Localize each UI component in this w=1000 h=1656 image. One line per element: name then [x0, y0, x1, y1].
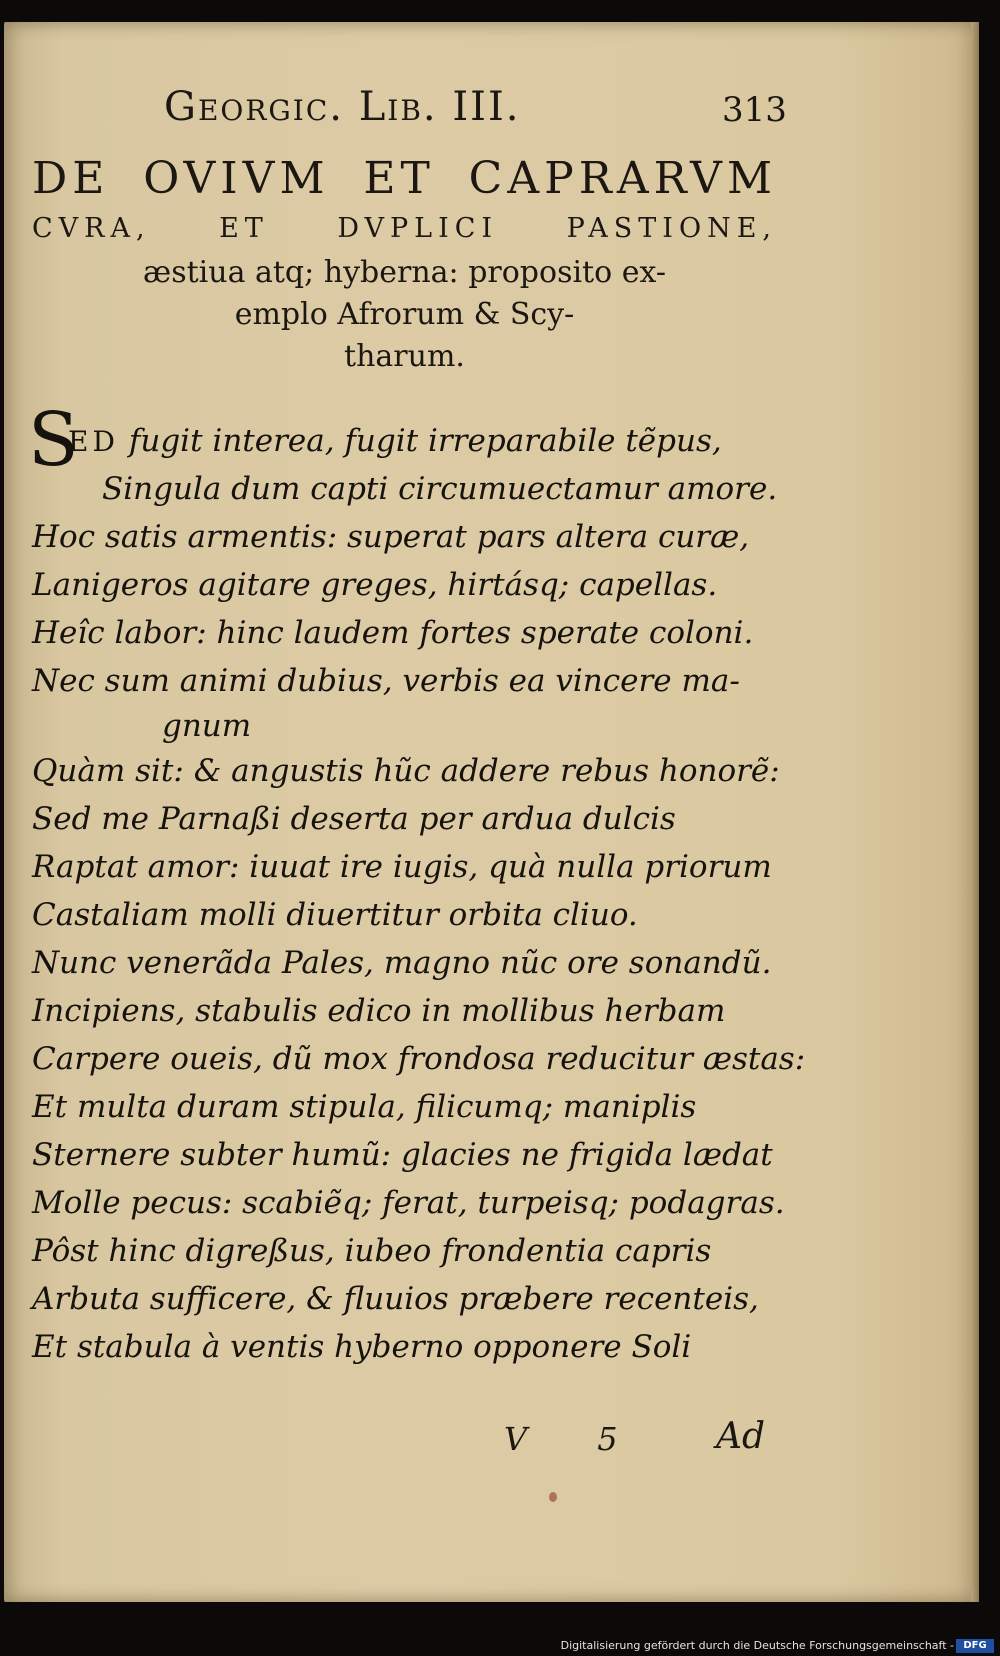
verse-line: Carpere oueis, dũ mox frondosa reducitur æstas:: [32, 1041, 806, 1077]
verse-line: Et stabula à ventis hyberno opponere Soli: [32, 1329, 692, 1365]
verse-line: [28, 397, 792, 483]
drop-cap: S: [28, 397, 79, 483]
ink-stain: [549, 1492, 557, 1502]
digitization-credit: Digitalisierung gefördert durch die Deutsche Forschungsgemeinschaft -: [560, 1639, 954, 1652]
verse-line: Incipiens, stabulis edico in mollibus herbam: [32, 993, 726, 1029]
title-line: æstiua atq; hyberna: proposito ex-: [143, 255, 666, 290]
book-page: [4, 22, 979, 1602]
title-line: tharum.: [344, 339, 465, 374]
verse-line: Hoc satis armentis: superat pars altera curæ,: [32, 519, 750, 555]
verse-line: Sed me Parnaßi deserta per ardua dulcis: [32, 801, 676, 837]
verse-line: Nunc venerãda Pales, magno nũc ore sonandũ.: [32, 945, 772, 981]
section-title: [32, 152, 777, 378]
page-edge: [971, 22, 979, 1602]
title-line: CVRA, ET DVPLICI PASTIONE,: [32, 213, 777, 244]
verse-line: Sternere subter humũ: glacies ne frigida lædat: [32, 1137, 773, 1173]
verse-line: gnum: [162, 708, 252, 744]
verse-line: Molle pecus: scabiẽq; ferat, turpeisq; podagras.: [32, 1185, 785, 1221]
page-header: [4, 84, 979, 144]
verse-line: Raptat amor: iuuat ire iugis, quà nulla priorum: [32, 849, 772, 885]
running-head: Georgic. Lib. III.: [164, 84, 521, 130]
verse-line: Heîc labor: hinc laudem fortes sperate coloni.: [32, 615, 754, 651]
verse-line: Nec sum animi dubius, verbis ea vincere ma-: [32, 663, 740, 699]
verse-line: Pôst hinc digreßus, iubeo frondentia capris: [32, 1233, 712, 1269]
verse-line-text: fugit interea, fugit irreparabile tẽpus,: [128, 423, 722, 459]
verse-line: Arbuta sufficere, & fluuios præbere recenteis,: [32, 1281, 759, 1317]
first-word: ED: [68, 425, 119, 458]
verse-line: Castaliam molli diuertitur orbita cliuo.: [32, 897, 638, 933]
verse-line: Quàm sit: & angustis hũc addere rebus honorẽ:: [32, 753, 780, 789]
title-line: DE OVIVM ET CAPRARVM: [32, 153, 777, 204]
page-number: 313: [722, 90, 787, 130]
signature-mark: V 5: [504, 1420, 648, 1458]
verse-text: [28, 397, 806, 1371]
verse-line: Et multa duram stipula, filicumq; maniplis: [32, 1089, 697, 1125]
verse-line: Lanigeros agitare greges, hirtásq; capellas.: [32, 567, 718, 603]
catchword: Ad: [716, 1416, 766, 1457]
dfg-logo: DFG: [956, 1639, 994, 1653]
title-line: emplo Afrorum & Scy-: [234, 297, 575, 332]
verse-line: Singula dum capti circumuectamur amore.: [102, 471, 778, 507]
